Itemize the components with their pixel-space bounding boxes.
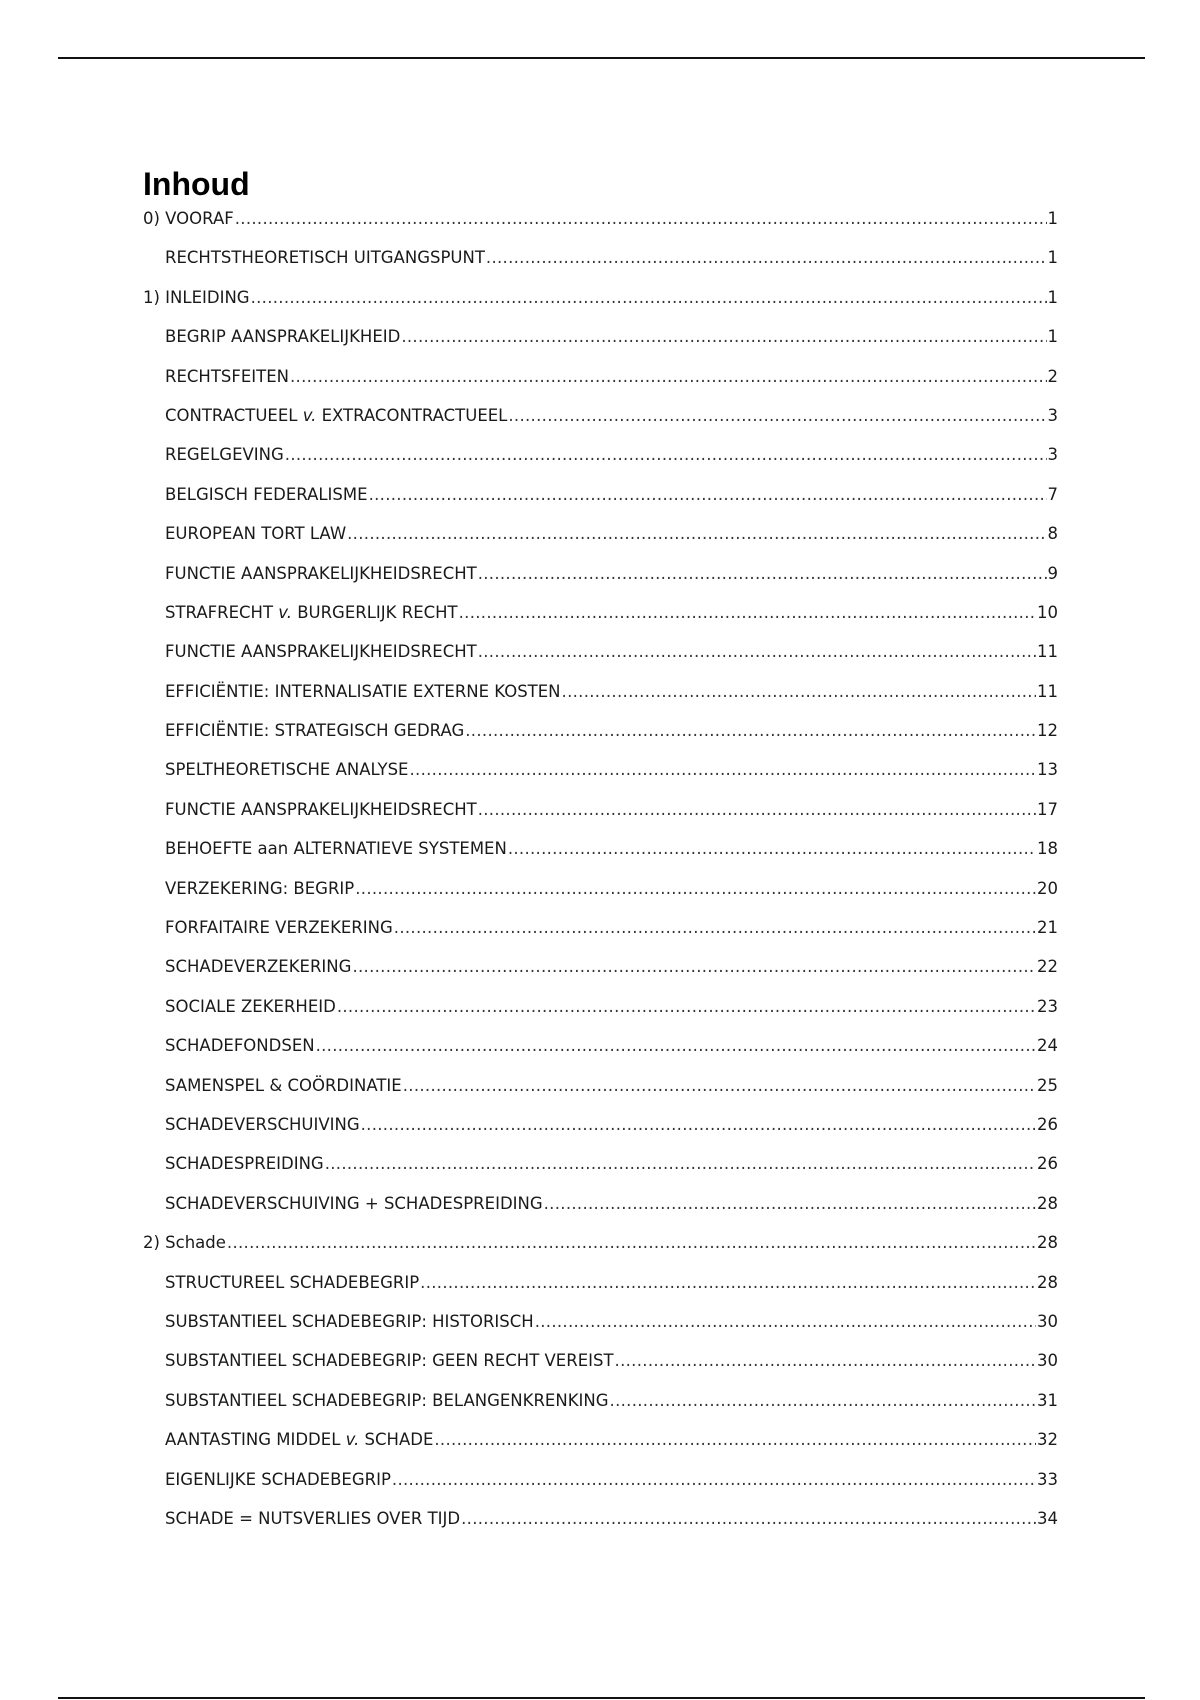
toc-entry-page-number: 3 [1047, 445, 1058, 465]
toc-dot-leader [478, 564, 1047, 583]
toc-entry[interactable] [143, 918, 1058, 957]
toc-list [143, 209, 1058, 1548]
toc-entry[interactable] [143, 760, 1058, 799]
toc-entry[interactable] [143, 1391, 1058, 1430]
toc-entry-label: BELGISCH FEDERALISME [165, 484, 368, 504]
toc-entry[interactable] [143, 1115, 1058, 1154]
toc-entry-label: FUNCTIE AANSPRAKELIJKHEIDSRECHT [165, 642, 477, 662]
versus-abbreviation: v. [302, 405, 317, 425]
toc-entry[interactable] [143, 327, 1058, 366]
toc-entry-page-number: 20 [1037, 878, 1058, 898]
toc-entry-label: STRUCTUREEL SCHADEBEGRIP [165, 1272, 420, 1292]
toc-entry-page-number: 11 [1037, 642, 1058, 662]
toc-entry[interactable] [143, 1194, 1058, 1233]
toc-entry-label: AANTASTING MIDDEL v. SCHADE [165, 1430, 434, 1450]
toc-entry-page-number: 22 [1037, 957, 1058, 977]
toc-entry-label: EFFICIËNTIE: STRATEGISCH GEDRAG [165, 721, 465, 741]
toc-entry[interactable] [143, 1154, 1058, 1193]
toc-entry-label: EFFICIËNTIE: INTERNALISATIE EXTERNE KOSTEN [165, 681, 561, 701]
toc-entry[interactable] [143, 248, 1058, 287]
toc-dot-leader [361, 1115, 1036, 1134]
toc-dot-leader [508, 839, 1036, 858]
toc-entry-page-number: 3 [1047, 405, 1058, 425]
toc-dot-leader [251, 288, 1047, 307]
toc-dot-leader [316, 1036, 1036, 1055]
toc-entry-label: SCHADESPREIDING [165, 1154, 324, 1174]
toc-dot-leader [434, 1430, 1036, 1449]
toc-entry-page-number: 30 [1037, 1311, 1058, 1331]
toc-entry-page-number: 28 [1037, 1193, 1058, 1213]
toc-entry-label: SOCIALE ZEKERHEID [165, 996, 336, 1016]
versus-abbreviation: v. [345, 1430, 360, 1450]
toc-entry[interactable] [143, 957, 1058, 996]
toc-entry-label: SUBSTANTIEEL SCHADEBEGRIP: HISTORISCH [165, 1311, 534, 1331]
toc-entry-page-number: 1 [1047, 209, 1058, 228]
toc-dot-leader [459, 603, 1036, 622]
toc-entry-label: 0) VOORAF [143, 209, 234, 228]
toc-entry-label: EIGENLIJKE SCHADEBEGRIP [165, 1469, 391, 1489]
toc-entry[interactable] [143, 445, 1058, 484]
toc-entry[interactable] [143, 485, 1058, 524]
toc-entry[interactable] [143, 839, 1058, 878]
toc-entry[interactable] [143, 1509, 1058, 1548]
toc-entry-page-number: 18 [1037, 839, 1058, 859]
toc-dot-leader [461, 1509, 1036, 1528]
toc-entry-page-number: 9 [1047, 563, 1058, 583]
toc-entry-page-number: 32 [1037, 1430, 1058, 1450]
toc-entry-label: SCHADEVERSCHUIVING [165, 1114, 360, 1134]
toc-entry-label: SUBSTANTIEEL SCHADEBEGRIP: GEEN RECHT VEREIST [165, 1351, 614, 1371]
toc-entry[interactable] [143, 524, 1058, 563]
toc-dot-leader [227, 1233, 1036, 1252]
toc-dot-leader [535, 1312, 1036, 1331]
toc-title: Inhoud [143, 166, 250, 202]
toc-entry[interactable] [143, 367, 1058, 406]
toc-entry-page-number: 31 [1037, 1390, 1058, 1410]
toc-entry-label: RECHTSTHEORETISCH UITGANGSPUNT [165, 248, 485, 268]
toc-entry-label: SAMENSPEL & COÖRDINATIE [165, 1075, 402, 1095]
toc-entry-label: SCHADE = NUTSVERLIES OVER TIJD [165, 1508, 461, 1528]
toc-entry-page-number: 13 [1037, 760, 1058, 780]
toc-entry-label: SCHADEVERZEKERING [165, 957, 352, 977]
toc-entry-label: STRAFRECHT v. BURGERLIJK RECHT [165, 602, 458, 622]
toc-entry-page-number: 8 [1047, 524, 1058, 544]
toc-entry-label: CONTRACTUEEL v. EXTRACONTRACTUEEL [165, 405, 508, 425]
toc-entry-label: BEHOEFTE aan ALTERNATIEVE SYSTEMEN [165, 839, 507, 859]
toc-entry[interactable] [143, 1273, 1058, 1312]
toc-entry[interactable] [143, 603, 1058, 642]
toc-dot-leader [610, 1391, 1036, 1410]
toc-entry[interactable] [143, 406, 1058, 445]
toc-dot-leader [290, 367, 1047, 386]
toc-dot-leader [409, 760, 1036, 779]
toc-dot-leader [394, 918, 1036, 937]
toc-dot-leader [337, 997, 1036, 1016]
toc-entry-page-number: 33 [1037, 1469, 1058, 1489]
toc-entry-label: 1) INLEIDING [143, 287, 250, 307]
toc-dot-leader [352, 957, 1036, 976]
toc-dot-leader [392, 1470, 1036, 1489]
toc-entry-label: BEGRIP AANSPRAKELIJKHEID [165, 327, 401, 347]
toc-entry-label: VERZEKERING: BEGRIP [165, 878, 355, 898]
toc-entry-page-number: 11 [1037, 681, 1058, 701]
toc-entry[interactable] [143, 288, 1058, 327]
toc-entry-page-number: 24 [1037, 1036, 1058, 1056]
toc-dot-leader [369, 485, 1047, 504]
toc-dot-leader [508, 406, 1046, 425]
footer-rule [58, 1697, 1145, 1699]
toc-dot-leader [285, 445, 1047, 464]
toc-entry-page-number: 28 [1037, 1233, 1058, 1253]
toc-dot-leader [355, 879, 1036, 898]
toc-entry-label: EUROPEAN TORT LAW [165, 524, 347, 544]
toc-dot-leader [562, 682, 1036, 701]
toc-entry-label: REGELGEVING [165, 445, 284, 465]
toc-dot-leader [235, 209, 1047, 228]
toc-entry-page-number: 26 [1037, 1154, 1058, 1174]
toc-entry[interactable] [143, 721, 1058, 760]
header-rule [58, 57, 1145, 59]
toc-entry[interactable] [143, 1312, 1058, 1351]
toc-entry-page-number: 10 [1037, 602, 1058, 622]
toc-entry[interactable] [143, 1076, 1058, 1115]
toc-dot-leader [420, 1273, 1036, 1292]
toc-dot-leader [325, 1154, 1036, 1173]
toc-entry-label: FORFAITAIRE VERZEKERING [165, 918, 393, 938]
toc-dot-leader [478, 642, 1036, 661]
table-of-contents [143, 160, 1058, 1548]
toc-entry-page-number: 12 [1037, 721, 1058, 741]
toc-dot-leader [544, 1194, 1036, 1213]
toc-dot-leader [347, 524, 1046, 543]
toc-entry[interactable] [143, 1351, 1058, 1390]
toc-dot-leader [403, 1076, 1036, 1095]
toc-entry-page-number: 23 [1037, 996, 1058, 1016]
toc-dot-leader [478, 800, 1036, 819]
toc-entry-page-number: 17 [1037, 799, 1058, 819]
toc-dot-leader [401, 327, 1046, 346]
toc-entry-label: RECHTSFEITEN [165, 366, 289, 386]
toc-entry-page-number: 1 [1047, 248, 1058, 268]
toc-entry[interactable] [143, 1233, 1058, 1272]
toc-entry-page-number: 25 [1037, 1075, 1058, 1095]
toc-entry[interactable] [143, 682, 1058, 721]
toc-entry-label: SUBSTANTIEEL SCHADEBEGRIP: BELANGENKRENKING [165, 1390, 609, 1410]
toc-entry-label: FUNCTIE AANSPRAKELIJKHEIDSRECHT [165, 799, 477, 819]
toc-entry-page-number: 7 [1047, 484, 1058, 504]
toc-entry-label: SCHADEVERSCHUIVING + SCHADESPREIDING [165, 1193, 543, 1213]
toc-entry[interactable] [143, 879, 1058, 918]
toc-entry[interactable] [143, 800, 1058, 839]
toc-entry[interactable] [143, 1036, 1058, 1075]
toc-entry[interactable] [143, 642, 1058, 681]
toc-entry-page-number: 1 [1047, 327, 1058, 347]
toc-entry[interactable] [143, 564, 1058, 603]
toc-entry-page-number: 26 [1037, 1114, 1058, 1134]
toc-entry[interactable] [143, 1430, 1058, 1469]
toc-dot-leader [615, 1351, 1036, 1370]
toc-entry[interactable] [143, 1470, 1058, 1509]
toc-dot-leader [465, 721, 1036, 740]
toc-entry-label: SPELTHEORETISCHE ANALYSE [165, 760, 409, 780]
toc-entry-label: 2) Schade [143, 1233, 226, 1253]
toc-dot-leader [486, 248, 1047, 267]
toc-entry-page-number: 34 [1037, 1508, 1058, 1528]
toc-entry-page-number: 1 [1047, 287, 1058, 307]
toc-entry-page-number: 30 [1037, 1351, 1058, 1371]
toc-entry-page-number: 21 [1037, 918, 1058, 938]
toc-entry-label: FUNCTIE AANSPRAKELIJKHEIDSRECHT [165, 563, 477, 583]
toc-entry-page-number: 2 [1047, 366, 1058, 386]
versus-abbreviation: v. [278, 602, 292, 622]
toc-entry-page-number: 28 [1037, 1272, 1058, 1292]
toc-entry[interactable] [143, 997, 1058, 1036]
toc-entry-label: SCHADEFONDSEN [165, 1036, 315, 1056]
toc-entry[interactable] [143, 209, 1058, 248]
